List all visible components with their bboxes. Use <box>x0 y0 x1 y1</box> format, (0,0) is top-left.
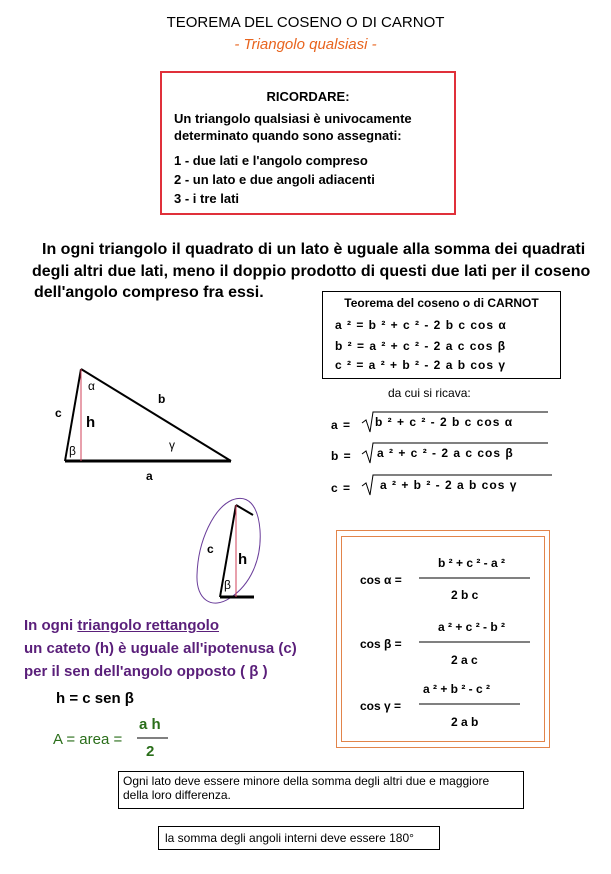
intro-line-2: degli altri due lati, meno il doppio prodotto di questi due lati per il coseno <box>32 263 591 280</box>
side-b <box>81 369 231 461</box>
right-triangle-line-3: per il sen dell'angolo opposto ( β ) <box>24 663 268 680</box>
label-h: h <box>86 414 96 431</box>
remember-heading: RICORDARE: <box>266 89 350 104</box>
cos-beta-lhs: cos β = <box>360 637 402 651</box>
right-triangle-line-1: In ogni triangolo rettangolo <box>24 617 219 634</box>
label-beta: β <box>69 444 76 458</box>
cos-alpha-den: 2 b c <box>451 588 479 602</box>
label-c: c <box>55 406 62 420</box>
page-title: TEOREMA DEL COSENO O DI CARNOT <box>166 14 445 31</box>
sqrt-c <box>362 475 552 495</box>
root-c-radicand: a ² + b ² - 2 a b cos γ <box>380 478 518 492</box>
right-triangle-underlined: triangolo rettangolo <box>77 617 219 634</box>
remember-item-2: 2 - un lato e due angoli adiacenti <box>174 172 375 187</box>
label-alpha: α <box>88 379 95 393</box>
rt-label-c: c <box>207 542 214 556</box>
carnot-formula-b: b ² = a ² + c ² - 2 a c cos β <box>335 339 507 353</box>
derive-label: da cui si ricava: <box>388 386 471 400</box>
rt-label-beta: β <box>224 578 231 592</box>
cos-alpha-lhs: cos α = <box>360 573 402 587</box>
remember-line-2: determinato quando sono assegnati: <box>174 128 402 143</box>
root-a-radicand: b ² + c ² - 2 b c cos α <box>375 415 514 429</box>
remember-item-3: 3 - i tre lati <box>174 191 240 206</box>
cos-gamma-lhs: cos γ = <box>360 699 402 713</box>
carnot-box-title: Teorema del coseno o di CARNOT <box>344 296 539 310</box>
sqrt-b <box>362 443 548 463</box>
right-triangle <box>197 498 260 603</box>
label-gamma: γ <box>169 438 175 452</box>
right-triangle-line-2: un cateto (h) è uguale all'ipotenusa (c) <box>24 640 297 657</box>
carnot-formula-c: c ² = a ² + b ² - 2 a b cos γ <box>335 358 507 372</box>
rt-label-h: h <box>238 551 248 568</box>
area-lhs: A = area = <box>53 731 123 748</box>
cos-gamma-den: 2 a b <box>451 715 479 729</box>
area-numerator: a h <box>139 716 161 733</box>
intro-line-3: dell'angolo compreso fra essi. <box>34 284 264 301</box>
note-angle-sum: la somma degli angoli interni deve essere 180° <box>158 826 440 850</box>
cos-beta-den: 2 a c <box>451 653 478 667</box>
remember-line-1: Un triangolo qualsiasi è univocamente <box>174 111 412 126</box>
label-a: a <box>146 469 153 483</box>
sqrt-a <box>362 412 548 432</box>
cos-gamma-num: a ² + b ² - c ² <box>423 682 491 696</box>
note-1-line-1: Ogni lato deve essere minore della somma degli altri due e maggiore <box>123 774 490 788</box>
sqrt-symbols <box>362 412 552 495</box>
area-denominator: 2 <box>146 743 155 760</box>
root-c-lhs: c = <box>331 481 352 495</box>
remember-item-1: 1 - due lati e l'angolo compreso <box>174 153 368 168</box>
label-b: b <box>158 392 166 406</box>
general-triangle <box>55 369 231 483</box>
cos-beta-num: a ² + c ² - b ² <box>438 620 506 634</box>
root-a-lhs: a = <box>331 418 352 432</box>
root-b-lhs: b = <box>331 449 352 463</box>
rt-top <box>236 505 253 515</box>
root-b-radicand: a ² + c ² - 2 a c cos β <box>377 446 514 460</box>
intro-line-1: In ogni triangolo il quadrato di un lato è uguale alla somma dei quadrati <box>42 241 586 258</box>
note-triangle-inequality <box>118 771 524 809</box>
carnot-formula-a: a ² = b ² + c ² - 2 b c cos α <box>335 318 507 332</box>
note-1-line-2: della loro differenza. <box>123 788 231 802</box>
cos-alpha-num: b ² + c ² - a ² <box>438 556 506 570</box>
h-formula: h = c sen β <box>56 690 134 707</box>
page-subtitle: - Triangolo qualsiasi - <box>234 36 377 53</box>
